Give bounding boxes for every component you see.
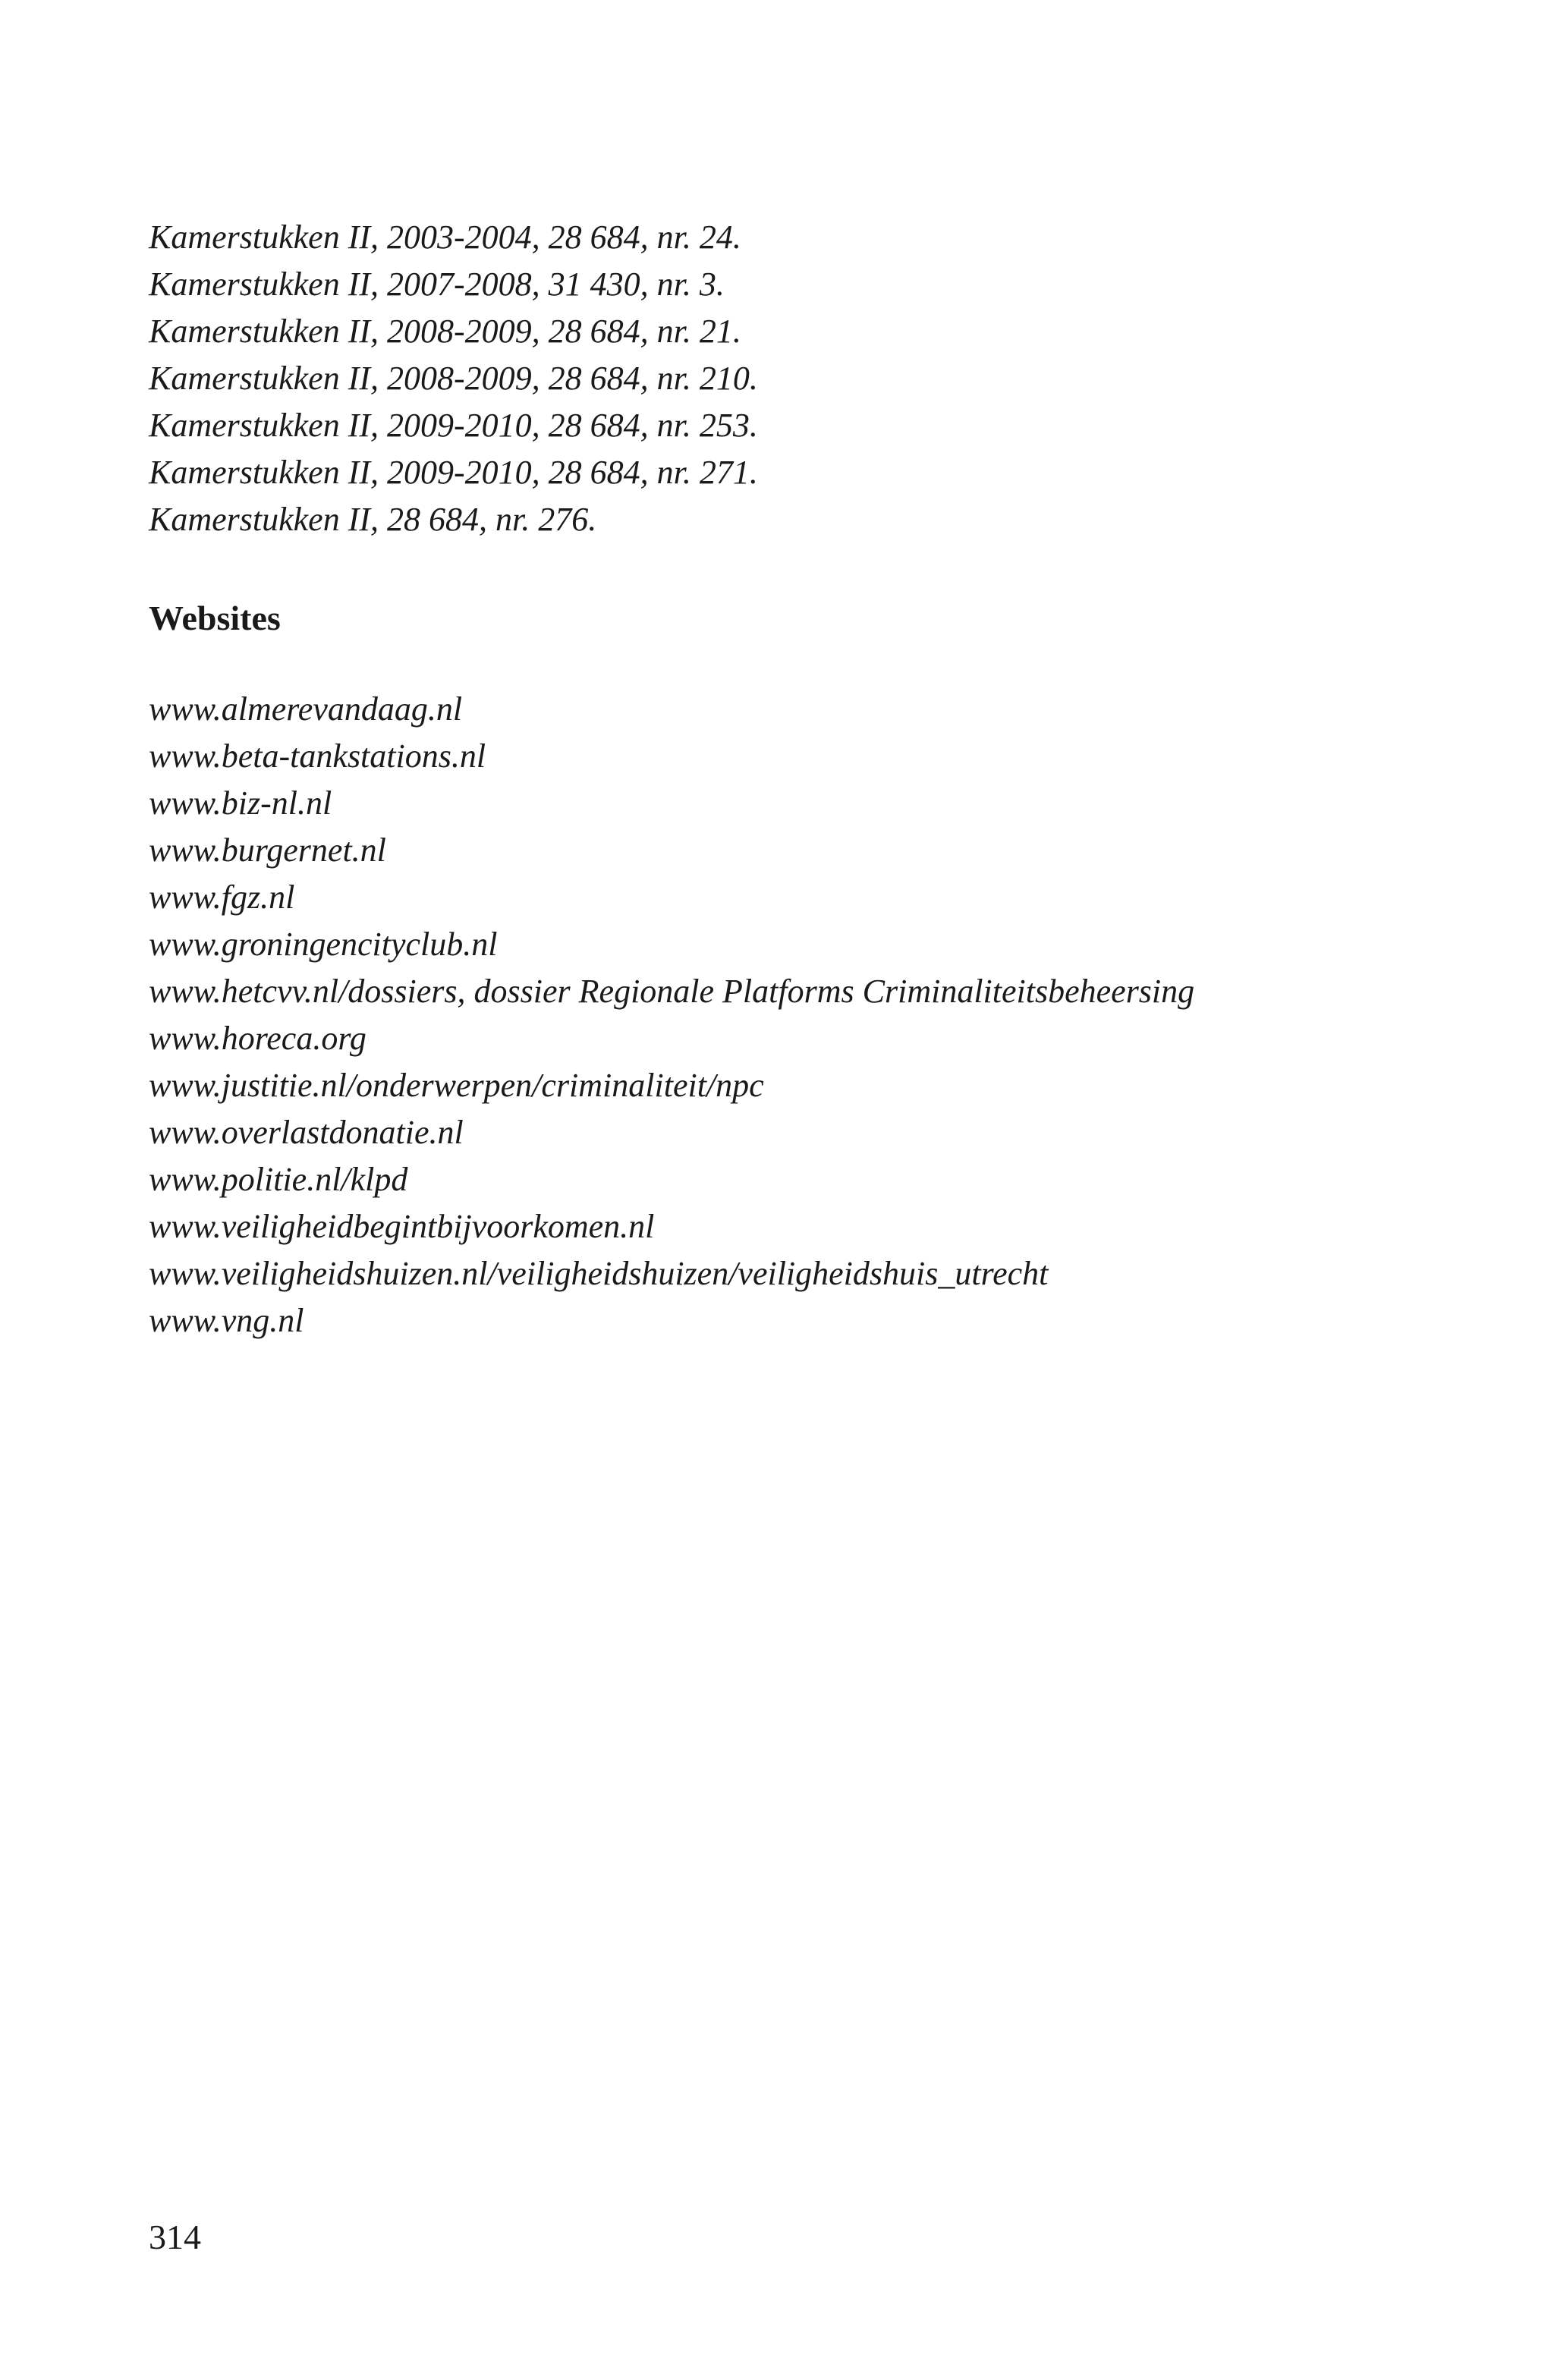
reference-item: Kamerstukken II, 2008-2009, 28 684, nr. 21. bbox=[149, 313, 741, 350]
website-item: www.groningencityclub.nl bbox=[149, 926, 498, 963]
website-item: www.justitie.nl/onderwerpen/criminaliteit/npc bbox=[149, 1067, 764, 1104]
website-item: www.biz-nl.nl bbox=[149, 784, 332, 822]
website-item: www.beta-tankstations.nl bbox=[149, 737, 486, 775]
reference-item: Kamerstukken II, 2009-2010, 28 684, nr. 253. bbox=[149, 407, 758, 444]
reference-item: Kamerstukken II, 28 684, nr. 276. bbox=[149, 501, 597, 538]
reference-item: Kamerstukken II, 2009-2010, 28 684, nr. 271. bbox=[149, 454, 758, 491]
website-item: www.politie.nl/klpd bbox=[149, 1161, 408, 1198]
reference-list bbox=[149, 214, 1408, 543]
website-item: www.horeca.org bbox=[149, 1020, 366, 1057]
website-item: www.almerevandaag.nl bbox=[149, 690, 463, 728]
page-number: 314 bbox=[149, 2218, 201, 2256]
website-list bbox=[149, 686, 1408, 1344]
website-item: www.burgernet.nl bbox=[149, 832, 386, 869]
websites-heading: Websites bbox=[149, 599, 281, 637]
website-item: www.hetcvv.nl/dossiers, dossier Regionale Platforms Criminaliteitsbeheersing bbox=[149, 973, 1195, 1010]
website-item: www.vng.nl bbox=[149, 1302, 304, 1339]
reference-item: Kamerstukken II, 2003-2004, 28 684, nr. 24. bbox=[149, 219, 741, 256]
reference-item: Kamerstukken II, 2007-2008, 31 430, nr. 3. bbox=[149, 266, 725, 303]
website-item: www.veiligheidshuizen.nl/veiligheidshuizen/veiligheidshuis_utrecht bbox=[149, 1255, 1049, 1292]
website-item: www.fgz.nl bbox=[149, 879, 295, 916]
website-item: www.overlastdonatie.nl bbox=[149, 1114, 464, 1151]
website-item: www.veiligheidbegintbijvoorkomen.nl bbox=[149, 1208, 655, 1245]
reference-item: Kamerstukken II, 2008-2009, 28 684, nr. 210. bbox=[149, 360, 758, 397]
